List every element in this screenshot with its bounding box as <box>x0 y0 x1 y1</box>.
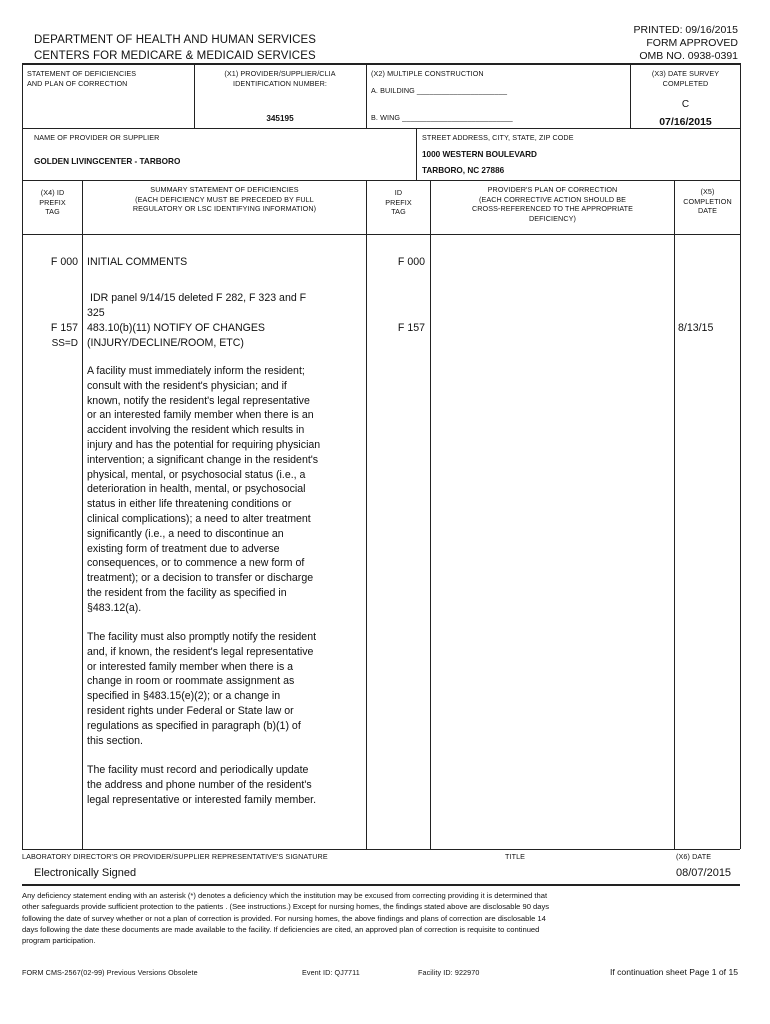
paragraph-line: accident involving the resident which results in <box>87 424 305 437</box>
facility-id: Facility ID: 922970 <box>418 968 480 977</box>
paragraph-line: status in either life threatening conditions or <box>87 498 292 511</box>
rule-col-header <box>22 234 740 235</box>
provider-name-label: NAME OF PROVIDER OR SUPPLIER <box>34 133 160 142</box>
provider-id-number: 345195 <box>266 114 294 123</box>
survey-type-letter: C <box>681 99 690 110</box>
paragraph-line: the resident from the facility as specified in <box>87 586 287 599</box>
paragraph-line: treatment); or a decision to transfer or discharge <box>87 572 314 585</box>
col-div-4 <box>674 180 675 849</box>
paragraph-line: specified in §483.15(e)(2); or a change in <box>87 690 281 703</box>
x3-label: (X3) DATE SURVEY COMPLETED <box>651 69 720 88</box>
form-approved: FORM APPROVED <box>646 37 738 49</box>
signature-date: 08/07/2015 <box>676 867 732 879</box>
footnote-line: program participation. <box>22 936 96 946</box>
summary-header: SUMMARY STATEMENT OF DEFICIENCIES (EACH DEFICIENCY MUST BE PRECEDED BY FULL REGULATORY OR LSC IDENTIFYING INFORMATION) <box>132 185 317 213</box>
paragraph-line: resident rights under Federal or State law or <box>87 704 294 717</box>
address-line-1: 1000 WESTERN BOULEVARD <box>422 150 537 159</box>
date-label: (X6) DATE <box>676 852 712 861</box>
paragraph-line: intervention; a significant change in the resident's <box>87 453 319 466</box>
paragraph-line: or an interested family member when there is an <box>87 409 314 422</box>
paragraph-line: consequences, or to commence a new form of <box>87 557 305 570</box>
x4-header: (X4) ID PREFIX TAG <box>39 188 66 216</box>
x5-header: (X5) COMPLETION DATE <box>683 187 732 215</box>
x2-label: (X2) MULTIPLE CONSTRUCTION <box>371 69 484 78</box>
signature-value: Electronically Signed <box>34 867 137 879</box>
paragraph-line: consult with the resident's physician; and if <box>87 379 287 392</box>
rule-sign-bottom <box>22 884 740 886</box>
printed-date: PRINTED: 09/16/2015 <box>633 24 738 36</box>
rule-row2 <box>22 180 740 181</box>
tag-f000: F 000 <box>50 256 78 268</box>
survey-date: 07/16/2015 <box>659 116 712 128</box>
plan-header: PROVIDER'S PLAN OF CORRECTION (EACH CORRECTIVE ACTION SHOULD BE CROSS-REFERENCED TO THE APPROPRIATE DEFICIENCY) <box>471 185 634 223</box>
address-label: STREET ADDRESS, CITY, STATE, ZIP CODE <box>422 133 574 142</box>
scope-severity: SS=D <box>51 338 78 349</box>
paragraph-line: injury and has the potential for requiring physician <box>87 438 321 451</box>
paragraph-line: physical, mental, or psychosocial status (i.e., a <box>87 468 306 481</box>
border-left <box>22 63 23 849</box>
disclosure-footnote <box>22 890 740 946</box>
paragraph-line: and, if known, the resident's legal representative <box>87 645 314 658</box>
provider-name: GOLDEN LIVINGCENTER - TARBORO <box>34 157 181 166</box>
col-div-1 <box>82 180 83 849</box>
initial-comments: INITIAL COMMENTS <box>87 256 188 268</box>
id-tag-f000: F 000 <box>397 256 425 268</box>
footnote-line: Any deficiency statement ending with an asterisk (*) denotes a deficiency which the institution may be excused from correcting providing it is determined that <box>22 891 548 900</box>
paragraph-line: regulations as specified in paragraph (b)(1) of <box>87 719 301 732</box>
paragraph-line: clinical complications); a need to alter treatment <box>87 512 311 525</box>
title-label: TITLE <box>505 852 526 861</box>
omb-number: OMB NO. 0938-0391 <box>639 50 738 62</box>
paragraph-line: change in room or roommate assignment as <box>87 675 295 688</box>
completion-date-f157: 8/13/15 <box>678 322 714 334</box>
regulation-paragraph-3 <box>87 763 365 807</box>
centers-title: CENTERS FOR MEDICARE & MEDICAID SERVICES <box>34 50 316 62</box>
rule-row1 <box>22 128 740 129</box>
paragraph-line: §483.12(a). <box>87 601 142 614</box>
tag-f157: F 157 <box>50 322 78 334</box>
paragraph-line: this section. <box>87 734 143 747</box>
footnote-line: other safeguards provide sufficient protection to the patients . (See instructions.) Except for nursing homes, the findings stated above are disclosable 90 days <box>22 902 550 912</box>
paragraph-line: significantly (i.e., a need to discontinue an <box>87 527 284 540</box>
col-div-2 <box>366 180 367 849</box>
event-id: Event ID: QJ7711 <box>302 968 360 977</box>
footnote-line: days following the date these documents are made available to the facility. If deficiencies are cited, an approved plan of correction is requisite to continued <box>22 924 540 934</box>
paragraph-line: or interested family member when there is a <box>87 660 294 673</box>
id-header: ID PREFIX TAG <box>385 188 412 216</box>
id-tag-f157: F 157 <box>397 322 425 334</box>
form-number: FORM CMS-2567(02-99) Previous Versions Obsolete <box>22 968 198 977</box>
statement-label: STATEMENT OF DEFICIENCIES AND PLAN OF CORRECTION <box>27 69 137 88</box>
paragraph-line: A facility must immediately inform the resident; <box>87 365 305 377</box>
wing-field: B. WING ___________________________ <box>371 113 513 122</box>
paragraph-line: legal representative or interested family member. <box>87 793 317 806</box>
department-title: DEPARTMENT OF HEALTH AND HUMAN SERVICES <box>34 34 317 46</box>
rule-sign-top <box>22 849 740 850</box>
top-rule <box>22 63 740 65</box>
f157-title: 483.10(b)(11) NOTIFY OF CHANGES (INJURY/DECLINE/ROOM, ETC) <box>87 322 265 349</box>
paragraph-line: existing form of treatment due to adverse <box>87 542 280 555</box>
paragraph-line: deterioration in health, mental, or psychosocial <box>87 483 306 496</box>
address-line-2: TARBORO, NC 27886 <box>422 166 505 175</box>
building-field: A. BUILDING ______________________ <box>371 86 508 95</box>
page-indicator: If continuation sheet Page 1 of 15 <box>609 967 738 977</box>
col-div-3 <box>430 180 431 849</box>
div-x2 <box>366 63 367 128</box>
paragraph-line: the address and phone number of the resident's <box>87 778 312 791</box>
regulation-paragraph-2 <box>87 630 365 748</box>
signature-label: LABORATORY DIRECTOR'S OR PROVIDER/SUPPLIER REPRESENTATIVE'S SIGNATURE <box>22 852 328 861</box>
paragraph-line: known, notify the resident's legal representative <box>87 394 310 407</box>
x1-label: (X1) PROVIDER/SUPPLIER/CLIA IDENTIFICATION NUMBER: <box>224 69 336 88</box>
form-info <box>538 24 738 63</box>
idr-note: IDR panel 9/14/15 deleted F 282, F 323 and F 325 <box>87 292 307 319</box>
footnote-line: following the date of survey whether or not a plan of correction is provided. For nursing homes, the above findings and plans of correction are disclosable 14 <box>22 913 546 923</box>
regulation-paragraph-1 <box>87 364 365 616</box>
div-address <box>416 128 417 180</box>
border-right <box>740 63 741 849</box>
paragraph-line: The facility must also promptly notify the resident <box>87 631 317 643</box>
paragraph-line: The facility must record and periodically update <box>87 764 309 776</box>
